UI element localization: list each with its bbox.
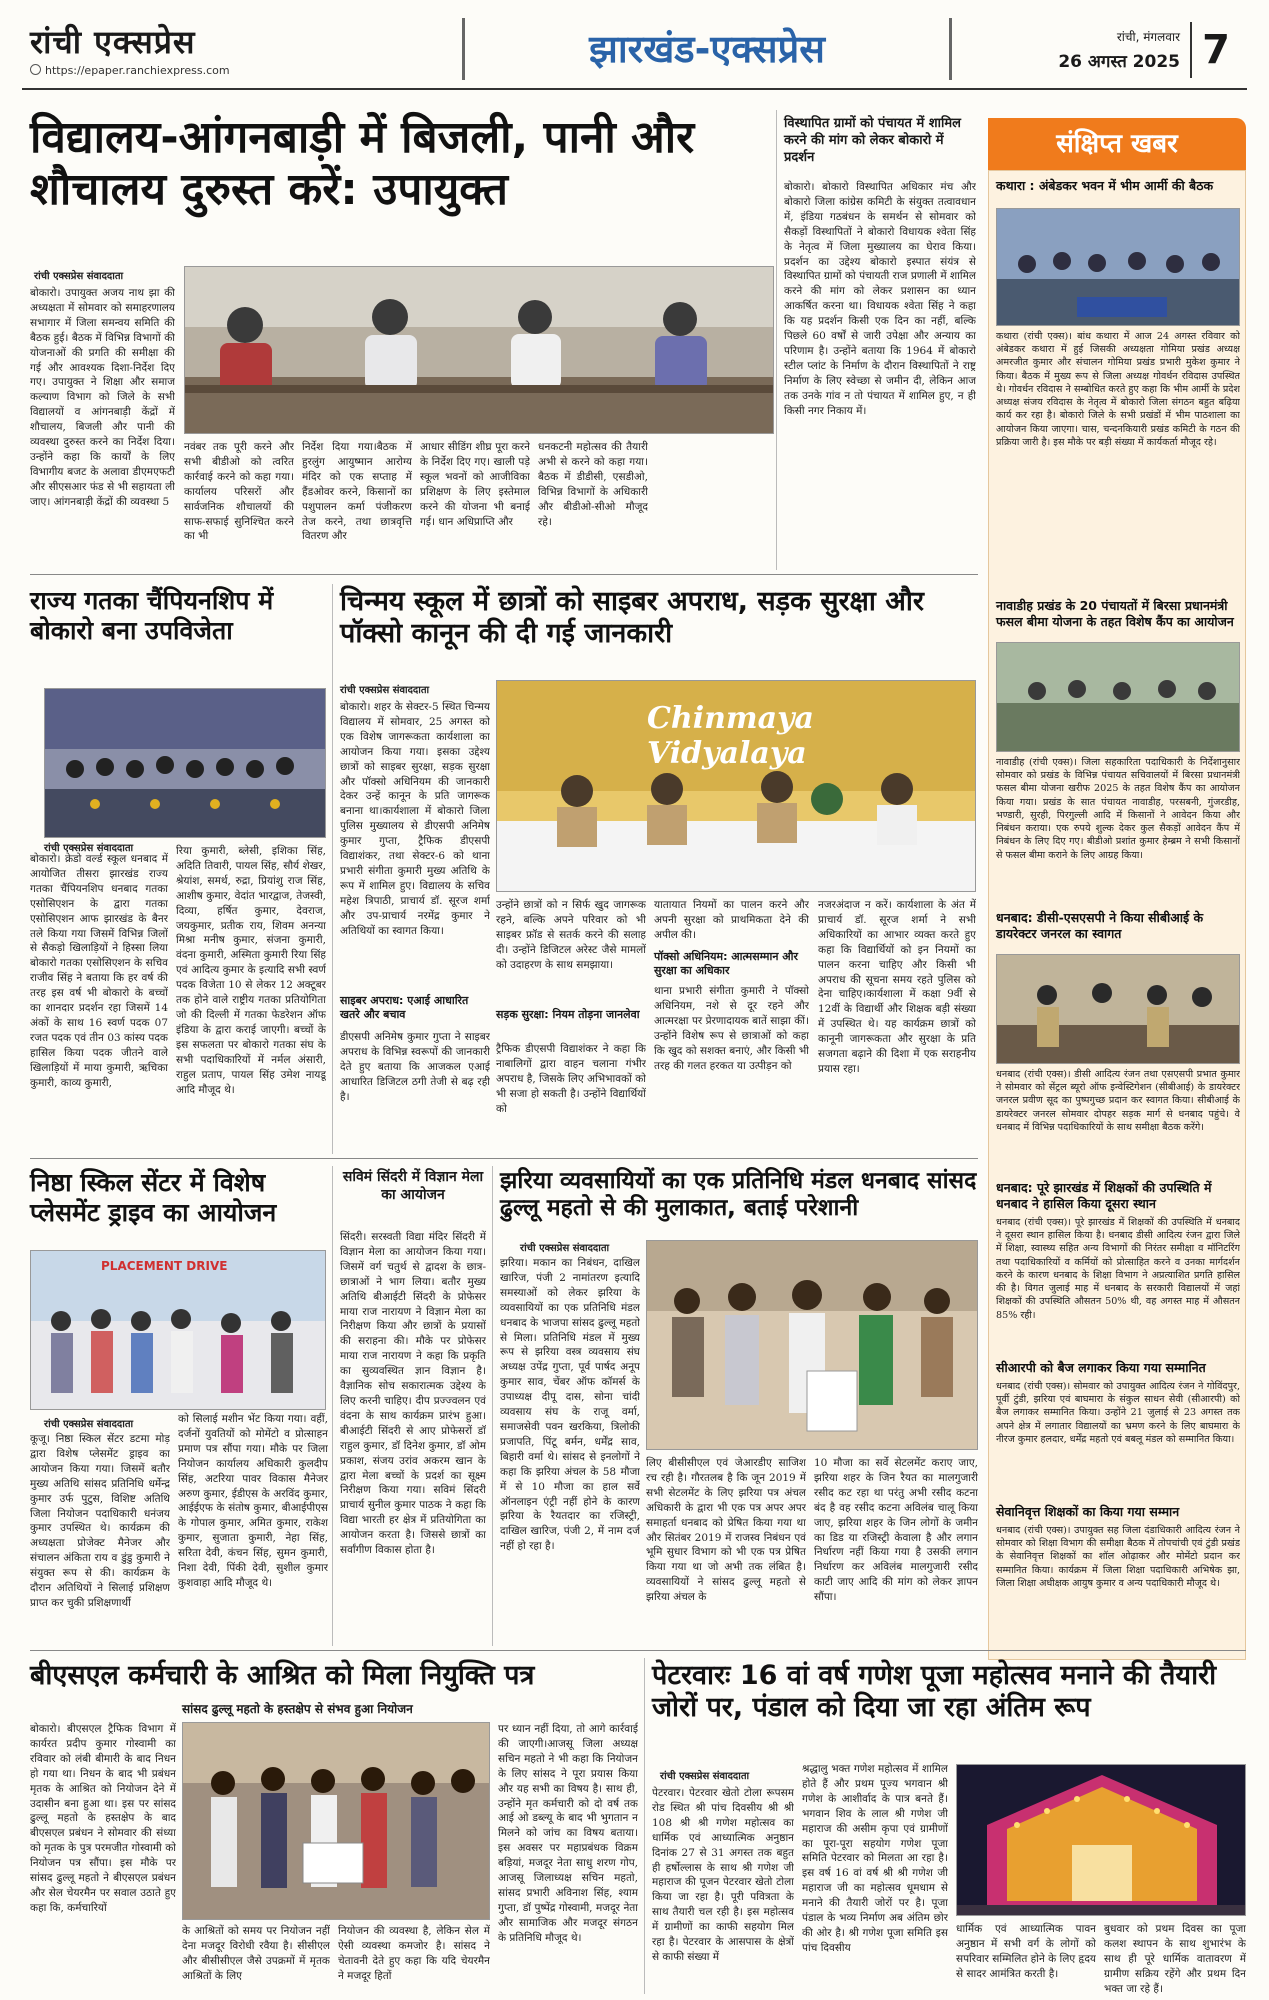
row-divider xyxy=(30,574,978,575)
story9-headline: पेटरवारः 16 वां वर्ष गणेश पूजा महोत्सव मनाने की तैयारी जोरों पर, पंडाल को दिया जा रहा अंतिम रूप xyxy=(652,1660,1217,1723)
masthead-logo: रांची एक्सप्रेस xyxy=(30,23,196,61)
story8-col3: नियोजन की व्यवस्था है, लेकिन सेल में ऐसी व्यवस्था कमजोर है। सांसद ने चेतावनी देते हुए कहा कि यदि चेयरमैन ने मजदूर हितों xyxy=(338,1925,490,1982)
story4-school-photo xyxy=(496,680,976,892)
brief-item-2-text: नावाडीह (रांची एक्स)। जिला सहकारिता पदाधिकारी के निर्देशानुसार सोमवार को प्रखंड के विभिन्न पंचायत सचिवालयों में बिरसा प्रधानमंत्री फसल बीमा योजना खरीफ 2025 के तहत विशेष कैंप का आयोजन किया गया। प्रखंड के सात पंचायत नावाडीह, परसबनी, गुंजरडीह, भण्डारी, सुरही, पिरगुल्ली आदि में किसानों ने आवेदन किया और निबंधन कराया। एक रुपये शुल्क देकर कुल सैकड़ों आवेदन कैंप में निबंधन के लिए दिए गए। बीडीओ प्रशांत कुमार हेम्ब्रम ने सभी किसानों से फसल बीमा कराने के लिए आग्रह किया। xyxy=(996,757,1240,861)
story4-headline: चिन्मय स्कूल में छात्रों को साइबर अपराध, सड़क सुरक्षा और पॉक्सो कानून की दी गई जानकारी xyxy=(340,586,924,649)
story7-meeting-photo xyxy=(646,1240,978,1450)
story9-pandal-photo xyxy=(956,1764,1246,1916)
story1-col3: निर्देश दिया गया।बैठक में हुरलुंग आयुष्मान आरोग्य मंदिर को एक सप्ताह में हैंडओवर करने, किसानों का पशुपालन कर्मा पंजीकरण तेज करने, तथा छात्रवृत्ति वितरण और xyxy=(302,441,412,543)
story3-byline: रांची एक्सप्रेस संवाददाता xyxy=(44,843,134,854)
column-divider xyxy=(644,1658,645,1994)
story9-byline: रांची एक्सप्रेस संवाददाता xyxy=(660,1771,750,1782)
brief-item-3-photo xyxy=(996,954,1240,1064)
story3-headline: राज्य गतका चैंपियनशिप में बोकारो बना उपविजेता xyxy=(30,586,274,645)
story4-col2b: ट्रैफिक डीएसपी विद्याशंकर ने कहा कि नाबालिगों द्वारा वाहन चलाना गंभीर अपराध है, जिसके लिए अभिभावकों को भी सजा हो सकती है। उन्होंने विद्यार्थियों को xyxy=(496,1043,646,1115)
story6-headline: सविमं सिंदरी में विज्ञान मेला का आयोजन xyxy=(342,1169,484,1204)
brief-item-3-text: धनबाद (रांची एक्स)। डीसी आदित्य रंजन तथा एसएसपी प्रभात कुमार ने सोमवार को सेंट्रल ब्यूरो ऑफ इन्वेस्टिगेशन (सीबीआई) के डायरेक्टर जनरल प्रवीण सूद का पुष्पगुच्छ प्रदान कर स्वागत किया। सीबीआई के डायरेक्टर जनरल सोमवार दोपहर सड़क मार्ग से धनबाद पहुंचे। वे धनबाद में विभिन्न पदाधिकारियों के साथ समीक्षा बैठक करेंगे। xyxy=(996,1069,1240,1133)
story7-col2: लिए बीसीसीएल एवं जेआरडीए साजिश रच रही है। गौरतलब है कि जून 2019 में सभी सेटलमेंट के लिए झरिया पत्र अंचल अधिकारी के द्वारा भी एक पत्र अपर अपर समाहर्ता धनबाद को प्रेषित किया गया था और सितंबर 2019 में राजस्व निबंधन एवं भूमि सुधार विभाग को भी एक पत्र प्रेषित किया गया था जो अभी तक लंबित है। व्यवसायियों ने सांसद ढुल्लू महतो से झरिया अंचल के xyxy=(646,1457,806,1604)
city-day: रांची, मंगलवार xyxy=(1116,30,1180,44)
issue-date: 26 अगस्त 2025 xyxy=(1058,52,1180,72)
brief-item-3-title: धनबाद: डीसी-एसएसपी ने किया सीबीआई के डायरेक्टर जनरल का स्वागत xyxy=(996,910,1204,942)
story6-body: सिंदरी। सरस्वती विद्या मंदिर सिंदरी में विज्ञान मेला का आयोजन किया गया। जिसमें वर्ग चतुर्थ से द्वादश के छात्र-छात्राओं ने भाग लिया। बतौर मुख्य अतिथि बीआईटी सिंदरी के प्रोफेसर माया राज नारायण ने विज्ञान मेला का निरीक्षण किया और छात्रों के प्रयासों की सराहना की। मौके पर प्रोफेसर माया राज नारायण ने कहा कि प्रकृति का सुव्यवस्थित ज्ञान विज्ञान है। वैज्ञानिक सोच सकारात्मक उद्देश्य के लिए करनी चाहिए। दीप प्रज्ज्वलन एवं वंदना के साथ कार्यक्रम प्रारंभ हुआ। बीआईटी सिंदरी से आए प्रोफेसरों डॉ राहुल कुमार, डॉ दिनेश कुमार, डॉ ओम प्रकाश, संजय उरांव अकरम खान के द्वारा मेला बच्चों के प्रदर्श का सूक्ष्म निरीक्षण किया गया। सविमं सिंदरी प्राचार्य सुनील कुमार पाठक ने कहा कि विद्या भारती हर क्षेत्र में प्रतियोगिता का आयोजन करता है। जिससे छात्रों का सर्वांगीण विकास होता है। xyxy=(340,1231,486,1557)
story3-col1: बोकारो। क्रेडो वर्ल्ड स्कूल धनबाद में आयोजित तीसरा झारखंड राज्य गतका चैंपियनशिप धनबाद गतका एसोसिएशन के द्वारा गतका एसोसिएशन आफ झारखंड के बैनर तले किया गया जिसमें विभिन्न जिलों से सैकड़ो खिलाड़ियों ने हिस्सा लिया बोकारो गतका एसोसिएशन के सचिव राजीव सिंह ने बताया कि हर वर्ष की तरह इस वर्ष भी बोकारो के बच्चों का शानदार प्रदर्शन रहा जिसमें 14 अंकों के साथ 16 स्वर्ण पदक 07 रजत पदक एवं तीन 03 कांस्य पदक हासिल किया पदक जीतने वाले खिलाड़ियों में माया कुमारी, ऋचिका कुमारी, काव्य कुमारी, xyxy=(30,853,168,1089)
story5-col2: को सिलाई मशीन भेंट किया गया। वहीं, दर्जनों युवतियों को मोमेंटो व प्रोत्साहन प्रमाण पत्र सौंपा गया। मौके पर जिला नियोजन कार्यालय अधिकारी कुलदीप सिंह, अटरिया पावर विकास मैनेजर अरुण कुमार, ईडीएस के अरविंद कुमार, आईईएफ के संतोष कुमार, बीआईपीएस के गोपाल कुमार, अमित कुमार, राकेश कुमार, सुजाता कुमारी, नेहा सिंह, सरिता देवी, कंचन सिंह, सुमन कुमारी, निशा देवी, पिंकी देवी, सुशील कुमार कुशवाहा आदि मौजूद थे। xyxy=(178,1413,328,1589)
story1-meeting-photo xyxy=(184,266,774,434)
globe-icon xyxy=(30,64,41,75)
story8-col2: के आश्रितों को समय पर नियोजन नहीं देना मजदूर विरोधी रवैया है। सीसीएल और बीसीसीएल जैसे उपक्रमों में मृतक आश्रितों के लिए xyxy=(182,1925,330,1982)
column-divider xyxy=(332,584,333,1154)
story8-col4: पर ध्यान नहीं दिया, तो आगे कार्रवाई की जाएगी।आजसू जिला अध्यक्ष सचिन महतो ने भी कहा कि नियोजन के लिए सांसद ने पूरा प्रयास किया और यह सभी का विषय है। साथ ही, उन्होंने मृत कर्मचारी को दो वर्ष तक आई ओ डब्ल्यू के बाद भी भुगतान न मिलने को जांच का विषय बताया। इस अवसर पर महाप्रबंधक विक्रम बड़ियां, मजदूर नेता साधु शरण गोप, आजसू जिलाध्यक्ष सचिन महतो, सांसद प्रभारी अविनाश सिंह, श्याम गुप्ता, डॉ पुष्पेंद्र गोस्वामी, मजदूर नेता और सामाजिक और मजदूर संगठन के प्रतिनिधि मौजूद थे। xyxy=(498,1723,638,1944)
story5-headline: निष्ठा स्किल सेंटर में विशेष प्लेसमेंट ड्राइव का आयोजन xyxy=(30,1168,277,1227)
story8-photo xyxy=(182,1722,490,1920)
story3-col2: रिया कुमारी, ब्लेसी, इशिका सिंह, अदिति तिवारी, पायल सिंह, सौर्य शेखर, श्रेयांश, समर्थ, रुद्रा, प्रियांशु राज सिंह, आशीष कुमार, वेदांत भारद्वाज, तेजस्वी, दिव्या, हर्षित कुमार, देवराज, जयकुमार, प्रतीक राय, शिवम अनन्या मिश्रा मनीष कुमार, संजना कुमारी, वंदना कुमारी, अस्मिता कुमारी रिया सिंह एवं आदित्य कुमार के इत्यादि सभी स्वर्ण पदक विजेता 10 से लेकर 12 अक्टूबर तक होने वाले राष्ट्रीय गतका प्रतियोगिता जो की दिल्ली में गतका फेडरेशन ऑफ इंडिया के द्वारा कराई जाएगी। बच्चों के इस सफलता पर बोकारो गतका संघ के सभी पदाधिकारियों में नर्मल अंसारी, राहुल प्रताप, पायल सिंह उमेश नायडू आदि मौजूद थे। xyxy=(176,845,326,1096)
brief-item-6-title: सेवानिवृत्त शिक्षकों का किया गया सम्मान xyxy=(996,1504,1180,1519)
story4-byline: रांची एक्सप्रेस संवाददाता xyxy=(340,685,430,696)
story7-byline: रांची एक्सप्रेस संवाददाता xyxy=(520,1243,610,1254)
brief-item-5-text: धनबाद (रांची एक्स)। सोमवार को उपायुक्त आदित्य रंजन ने गोविंदपुर, पूर्वी टुंडी, झरिया एवं बाघमारा के संकुल साधन सेवी (सीआरपी) को बैज लगाकर सम्मानित किया। उन्होंने 21 जुलाई से 23 अगस्त तक अपने क्षेत्र में लगातार विद्यालयों का भ्रमण करने के लिए बाघमारा के नीरज कुमार हलदार, धर्मेंद्र महतो एवं बबलू मंडल को सम्मानित किया। xyxy=(996,1381,1240,1445)
masthead-rule xyxy=(22,88,1247,90)
story2-headline: विस्थापित ग्रामों को पंचायत में शामिल करने की मांग को लेकर बोकारो में प्रदर्शन xyxy=(784,116,961,165)
story4-sub3: पॉक्सो अधिनियम: आत्मसम्मान और सुरक्षा का अधिकार xyxy=(654,950,799,978)
brief-item-4-text: धनबाद (रांची एक्स)। पूरे झारखंड में शिक्षकों की उपस्थिति में धनबाद ने दूसरा स्थान हासिल किया है। धनबाद डीसी आदित्य रंजन द्वारा जिले में शिक्षा, स्वास्थ्य सहित अन्य विभागों की निरंतर समीक्षा व मॉनिटरिंग तथा पदाधिकारियों व कर्मियों को प्रोत्साहित करने व उनका मार्गदर्शन करने के कारण धनबाद के शिक्षा विभाग ने अप्रत्याशित प्रगति हासिल की है। विगत जुलाई माह में धनबाद के सरकारी विद्यालयों में जहां शिक्षकों की उपस्थिति औसतन 50% थी, वह अगस्त माह में औसतन 85% रही। xyxy=(996,1217,1240,1321)
column-divider xyxy=(776,110,777,570)
story4-col1: बोकारो। शहर के सेक्टर-5 स्थित चिन्मय विद्यालय में सोमवार, 25 अगस्त को एक विशेष जागरूकता कार्यशाला का आयोजन किया गया। इसका उद्देश्य छात्रों को साइबर सुरक्षा, सड़क सुरक्षा और पॉक्सो अधिनियम की जानकारी देकर उन्हें कानून के प्रति जागरूक बनाना था।कार्यशाला में बोकारो जिला पुलिस मुख्यालय से डीएसपी अनिमेष कुमार गुप्ता, ट्रैफिक डीएसपी विद्याशंकर, तथा सेक्टर-6 को थाना प्रभारी संगीता कुमारी मुख्य अतिथि के रूप में शामिल हुए। विद्यालय के सचिव महेश त्रिपाठी, प्राचार्य डॉ. सूरज शर्मा और उप-प्राचार्य नरमेंद्र कुमार ने अतिथियों का स्वागत किया। xyxy=(340,701,490,937)
story8-headline: बीएसएल कर्मचारी के आश्रित को मिला नियुक्ति पत्र xyxy=(30,1660,535,1691)
story4-sub1: साइबर अपराध: एआई आधारित खतरे और बचाव xyxy=(340,994,469,1022)
brief-header: संक्षिप्त खबर xyxy=(988,118,1246,170)
row-divider xyxy=(30,1158,978,1159)
story4-photo-banner-text: Chinmaya Vidyalaya xyxy=(647,701,814,771)
story1-headline: विद्यालय-आंगनबाड़ी में बिजली, पानी और शौचालय दुरुस्त करें: उपायुक्त xyxy=(30,112,695,215)
story5-col1: कूजू। निष्ठा स्किल सेंटर डटमा मोड़ द्वारा विशेष प्लेसमेंट ड्राइव का आयोजन किया गया। जिसमें बतौर मुख्य अतिथि सांसद प्रतिनिधि धर्मेन्द्र कुमार उर्फ पुटुस, विशिष्ट अतिथि जिला नियोजन पदाधिकारी धनंजय कुमार उपस्थित थे। कार्यक्रम की अध्यक्षता प्रोजेक्ट मैनेजर और संचालन अंकिता राय व डुंडु कुमारी ने संयुक्त रूप से की। कार्यक्रम के दौरान अतिथियों ने सिलाई प्रशिक्षण प्राप्त कर चुकी प्रशिक्षणार्थी xyxy=(30,1433,170,1609)
brief-item-4-title: धनबाद: पूरे झारखंड में शिक्षकों की उपस्थिति में धनबाद ने हासिल किया दूसरा स्थान xyxy=(996,1180,1212,1212)
dateline xyxy=(1000,28,1180,72)
story7-col1: झरिया। मकान का निबंधन, दाखिल खारिज, पंजी 2 नामांतरण इत्यादि समस्याओं को लेकर झरिया के व्यवसायियों का एक प्रतिनिधि मंडल धनबाद के भाजपा सांसद ढुल्लू महतो से मिला। प्रतिनिधि मंडल में मुख्य रूप से झरिया वस्त्र व्यवसाय संघ अध्यक्ष उपेंद्र गुप्ता, पूर्व पार्षद अनूप कुमार साव, चेंबर ऑफ कॉमर्स के उपाध्यक्ष दीपू दास, सोना चांदी व्यवसाय संघ के राजू वर्मा, समाजसेवी पवन खरकिया, त्रिलोकी प्रजापति, पिंटू बर्मन, धर्मेंद्र साव, बिहारी वर्मा थे। सांसद से इनलोगों ने कहा कि झरिया अंचल के 58 मौजा में से 10 मौजा का हाल सर्वे ऑनलाइन एंट्री नहीं होने के कारण झरिया के रैयतदार का रजिस्ट्री, दाखिल खारिज, पंजी 2, में नाम दर्ज नहीं हो रहा है। xyxy=(500,1257,640,1553)
page-number: 7 xyxy=(1190,22,1240,78)
brief-item-1-photo xyxy=(996,208,1240,326)
story1-col4: आधार सीडिंग शीघ्र पूरा करने के निर्देश दिए गए। खाली पड़े स्कूल भवनों को आजीविका प्रशिक्षण के लिए इस्तेमाल करने की योजना भी बनाई गई। धान अधिप्राप्ति और xyxy=(420,441,530,528)
story4-sub2: सड़क सुरक्षा: नियम तोड़ना जानलेवा xyxy=(496,1008,640,1021)
brief-item-1-text: कथारा (रांची एक्स)। बांध कथारा में आज 24 अगस्त रविवार को अंबेडकर कथारा में हुई जिसकी अध्यक्षता गोमिया प्रखंड अध्यक्ष अमरजीत कुमार और संचालन गोमिया प्रखंड प्रभारी मुकेश कुमार ने किया। बैठक में मुख्य रूप से जिला अध्यक्ष गोवर्धन रविदास उपस्थित थे। गोवर्धन रविदास ने सम्बोधित करते हुए कहा कि भीम आर्मी के प्रदेश अध्यक्ष संजय रविदास के नेतृत्व में बोकारो जिला संगठन बहुत बढ़िया कार्य कर रहा है। बोकारो जिले के सभी प्रखंडों में भीम पाठशाला का आयोजन किया जाएगा। चास, चन्दनकियारी प्रखंड कमिटी के गठन की प्रक्रिया जारी है। इस मौके पर बड़ी संख्या में कार्यकर्ता मौजूद रहे। xyxy=(996,331,1240,448)
story9-col2: श्रद्धालु भक्त गणेश महोत्सव में शामिल होते हैं और प्रथम पूज्य भगवान श्री गणेश के आशीर्वाद के पात्र बनते हैं। भगवान शिव के लाल श्री गणेश जी महाराज की असीम कृपा एवं ग्रामीणों का पूरा-पूरा सहयोग गणेश पूजा समिति पेटरवार को मिलता आ रहा है। इस वर्ष 16 वां वर्ष श्री श्री गणेश जी महाराज जी का महोत्सव धूमधाम से मनाने की तैयारी जोरों पर है। पूजा पंडाल के भव्य निर्माण अब अंतिम छोर की ओर है। श्री गणेश पूजा समिति इस पांच दिवसीय xyxy=(802,1763,948,1954)
story3-team-photo xyxy=(44,688,326,838)
story9-col3: धार्मिक एवं आध्यात्मिक पावन अनुष्ठान में सभी वर्ग के लोगों को सपरिवार सम्मिलित होने के लिए हृदय से सादर आमंत्रित करती है। xyxy=(956,1923,1096,1980)
story4-col1b: डीएसपी अनिमेष कुमार गुप्ता ने साइबर अपराध के विभिन्न स्वरूपों की जानकारी देते हुए बताया कि आजकल एआई आधारित डिजिटल ठगी तेजी से बढ़ रही है। xyxy=(340,1031,490,1103)
story9-col4: बुधवार को प्रथम दिवस का पूजा कलश स्थापन के साथ शुभारंभ के साथ ही पूरे धार्मिक वातावरण में ग्रामीण सक्रिय रहेंगे और प्रथम दिन भक्त जा रहे हैं। xyxy=(1104,1923,1246,1994)
column-divider xyxy=(332,1166,333,1646)
story1-byline: रांची एक्सप्रेस संवाददाता xyxy=(34,271,124,282)
story1-col5: धनकटनी महोत्सव की तैयारी अभी से करने को कहा गया। बैठक में डीडीसी, एसडीओ, विभिन्न विभागों के अधिकारी और बीडीओ-सीओ मौजूद रहे। xyxy=(538,441,648,528)
story7-headline: झरिया व्यवसायियों का एक प्रतिनिधि मंडल धनबाद सांसद ढुल्लू महतो से की मुलाकात, बताई परेशानी xyxy=(500,1168,977,1222)
story8-subheadline: सांसद ढुल्लू महतो के हस्तक्षेप से संभव हुआ नियोजन xyxy=(182,1702,413,1716)
story7-col3: 10 मौजा का सर्वे सेटलमेंट कराए जाए, झरिया शहर के जिन रैयत का मालगुजारी रसीद कट रहा था परंतु अभी रसीद कटना बंद है वह रसीद कटना अविलंब चालू किया जाए, झरिया शहर के जिन लोगों के जमीन का डिड या रजिस्ट्री केवाला है और लगान निर्धारण नहीं किया गया है उसकी लगान निर्धारण कर अविलंब मालगुजारी रसीद काटी जाए आदि की मांग को लेकर ज्ञापन सौंपा। xyxy=(814,1457,978,1604)
story5-photo-banner-text: PLACEMENT DRIVE xyxy=(101,1259,228,1273)
brief-item-2-photo xyxy=(996,642,1240,752)
story1-col2: नवंबर तक पूरी करने और सभी बीडीओ को त्वरित कार्रवाई करने को कहा गया। कार्यालय परिसरों और सार्वजनिक शौचालयों की साफ-सफाई सुनिश्चित करने का भी xyxy=(184,441,294,543)
story8-col1: बोकारो। बीएसएल ट्रैफिक विभाग में कार्यरत प्रदीप कुमार गोस्वामी का रविवार को लंबी बीमारी के बाद निधन हो गया था। निधन के बाद भी प्रबंधन मृतक के आश्रित को नियोजन देने में उदासीन बना हुआ था। इस पर सांसद ढुल्लू महतो के हस्तक्षेप के बाद बीएसएल प्रबंधन ने सोमवार की संध्या को मृतक के पुत्र परमजीत गोस्वामी को नियोजन पत्र सौंपा। इस मौके पर सांसद ढुल्लू महतो ने बीएसएल प्रबंधन और सेल चेयरमैन पर सवाल उठाते हुए कहा कि, कर्मचारियों xyxy=(30,1723,176,1914)
brief-item-6-text: धनबाद (रांची एक्स)। उपायुक्त सह जिला दंडाधिकारी आदित्य रंजन ने सोमवार को शिक्षा विभाग की समीक्षा बैठक में तोपचांची एवं टुंडी प्रखंड के सेवानिवृत्त शिक्षकों का शॉल ओढ़ाकर और मोमेंटो प्रदान कर सम्मानित किया। कार्यक्रम में जिला शिक्षा पदाधिकारी अभिषेक झा, जिला शिक्षा अधीक्षक आयुष कुमार व अन्य पदाधिकारी मौजूद थे। xyxy=(996,1525,1240,1589)
story5-placement-photo xyxy=(30,1250,326,1410)
brief-item-1-title: कथारा : अंबेडकर भवन में भीम आर्मी की बैठक xyxy=(996,178,1214,193)
column-divider xyxy=(492,1166,493,1646)
row-divider xyxy=(30,1650,1246,1651)
story4-col3b: थाना प्रभारी संगीता कुमारी ने पॉक्सो अधिनियम, नशे से दूर रहने और आत्मरक्षा पर प्रेरणादायक बातें साझा कीं। उन्होंने विशेष रूप से छात्राओं को कहा कि खुद को सशक्त बनाएं, और किसी भी तरह की गलत हरकत या उत्पीड़न को xyxy=(654,985,809,1072)
epaper-url[interactable]: https://epaper.ranchiexpress.com xyxy=(30,64,230,77)
section-title: झारखंड-एक्सप्रेस xyxy=(462,18,952,80)
story1-col1: बोकारो। उपायुक्त अजय नाथ झा की अध्यक्षता में सोमवार को समाहरणालय सभागार में जिला समन्वय समिति की बैठक हुई। बैठक में विभिन्न विभागों की योजनाओं की प्रगति की समीक्षा की गई और आवश्यक दिशा-निर्देश दिए गए। उपायुक्त ने शिक्षा और समाज कल्याण विभाग को जिले के सभी विद्यालयों व आंगनबाड़ी केंद्रों में शौचालय, बिजली और पानी की व्यवस्था दुरुस्त करने का निर्देश दिया। उन्होंने कहा कि कार्यों के लिए विभागीय बजट के अलावा डीएमएफटी और सीएसआर फंड से भी सहायता ली जाए। आंगनबाड़ी केंद्रों की व्यवस्था 5 xyxy=(30,287,175,508)
brief-item-2-title: नावाडीह प्रखंड के 20 पंचायतों में बिरसा प्रधानमंत्री फसल बीमा योजना के तहत विशेष कैंप का आयोजन xyxy=(996,598,1234,630)
story2-body: बोकारो। बोकारो विस्थापित अधिकार मंच और बोकारो जिला कांग्रेस कमिटी के संयुक्त तत्वावधान में, इंडिया गठबंधन के समर्थन से सोमवार को सैकड़ों विस्थापितों ने बोकारो विधायक श्वेता सिंह के नेतृत्व में जिला मुख्यालय का घेराव किया। प्रदर्शन का उद्देश्य बोकारो इस्पात संयंत्र से विस्थापित ग्रामों को पंचायती राज प्रणाली में शामिल करने की मांग को लेकर प्रशासन का ध्यान आकर्षित करना था। विधायक श्वेता सिंह ने कहा कि यह प्रदर्शन किसी एक दिन का नहीं, बल्कि पिछले 60 वर्षों से जारी उपेक्षा और अन्याय का परिणाम है। उन्होंने बताया कि 1964 में बोकारो स्टील प्लांट के निर्माण के दौरान विस्थापितों ने राष्ट्र निर्माण के लिए स्वेच्छा से जमीन दी, लेकिन आज तक उनके गांव न तो पंचायत में शामिल हुए, न ही किसी नगर निकाय में। xyxy=(784,181,976,417)
story4-col3: यातायात नियमों का पालन करने और अपनी सुरक्षा को प्राथमिकता देने की अपील की। xyxy=(654,899,809,941)
story4-col4: नजरअंदाज न करें। कार्यशाला के अंत में प्राचार्य डॉ. सूरज शर्मा ने सभी अधिकारियों का आभार व्यक्त करते हुए कहा कि विद्यार्थियों को इन नियमों का पालन करना चाहिए और किसी भी अपराध की सूचना समय रहते पुलिस को देना चाहिए।कार्यशाला में कक्षा 9वीं से 12वीं के विद्यार्थी और शिक्षक बड़ी संख्या में उपस्थित थे। यह कार्यक्रम छात्रों को कानूनी जागरूकता और सुरक्षा के प्रति सजगता बढ़ाने की दिशा में एक सराहनीय प्रयास रहा। xyxy=(818,899,976,1075)
story4-col2: उन्होंने छात्रों को न सिर्फ खुद जागरूक रहने, बल्कि अपने परिवार को भी साइबर फ्रॉड से सतर्क करने की सलाह दी। उन्होंने डिजिटल अरेस्ट जैसे मामलों को उदाहरण के साथ समझाया। xyxy=(496,899,646,971)
story5-byline: रांची एक्सप्रेस संवाददाता xyxy=(44,1419,134,1430)
brief-item-5-title: सीआरपी को बैज लगाकर किया गया सम्मानित xyxy=(996,1360,1206,1375)
story9-col1: पेटरवार। पेटरवार खेतो टोला रूपसम रोड स्थित श्री पांच दिवसीय श्री श्री 108 श्री श्री गणेश महोत्सव का धार्मिक एवं आध्यात्मिक अनुष्ठान दिनांक 27 से 31 अगस्त तक बहुत ही हर्षोल्लास के साथ श्री गणेश जी महाराज की पूजन पेटरवार खेतो टोला किया जा रहा है। पूरी पवित्रता के साथ तैयारी चल रही है। इस महोत्सव में ग्रामीणों का काफी सहयोग मिल रहा है। पेटरवार के आसपास के क्षेत्रों से काफी संख्या में xyxy=(652,1787,794,1963)
